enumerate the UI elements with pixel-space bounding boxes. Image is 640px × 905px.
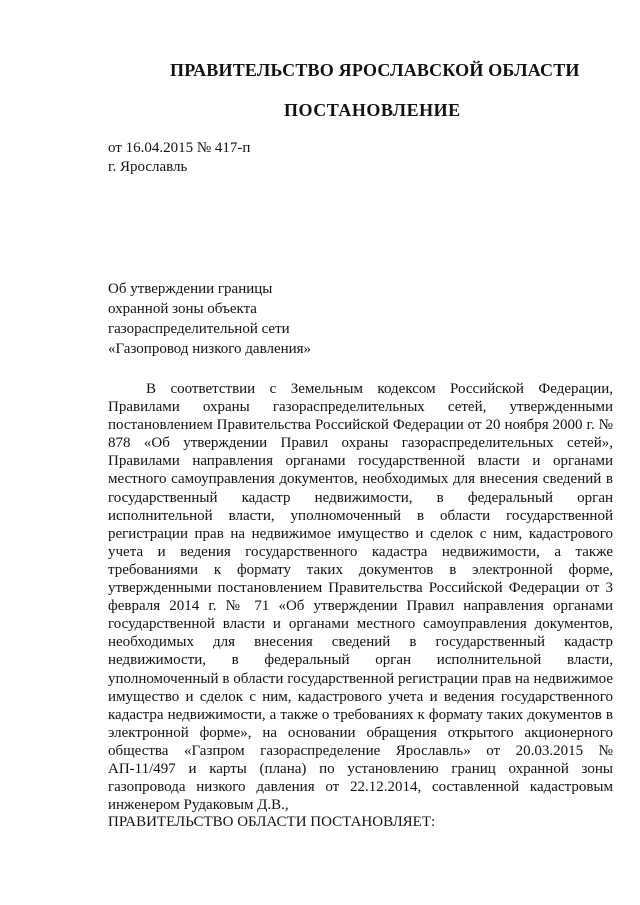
subject-line: охранной зоны объекта (108, 301, 257, 317)
date-number: от 16.04.2015 № 417-п (108, 140, 251, 156)
subject-line: Об утверждении границы (108, 281, 273, 297)
authority-title: ПРАВИТЕЛЬСТВО ЯРОСЛАВСКОЙ ОБЛАСТИ (170, 60, 580, 80)
subject-line: газораспределительной сети (108, 321, 290, 337)
document-type: ПОСТАНОВЛЕНИЕ (284, 100, 461, 120)
body-paragraph: В соответствии с Земельным кодексом Российской Федерации, Правилами охраны газораспределительных сетей, утвержденными постановлением Правительства Российской Федерации от 20 ноября 2000 г. № 878 «Об утверждении Правил охраны газораспределительных сетей», Правилами направления органами государственной власти и органами местного самоуправления документов, необходимых для внесения сведений в государственный кадастр недвижимости, в федеральный орган исполнительной власти, уполномоченный в области государственной регистрации прав на недвижимое имущество и сделок с ним, кадастрового учета и ведения государственного кадастра недвижимости, а также требованиями к формату таких документов в электронной форме, утвержденными постановлением Правительства Российской Федерации от 3 февраля 2014 г. № 71 «Об утверждении Правил направления органами государственной власти и органами местного самоуправления документов, необходимых для внесения сведений в государственный кадастр недвижимости, в федеральный орган исполнительной власти, уполномоченный в области государственной регистрации прав на недвижимое имущество и сделок с ним, кадастрового учета и ведения государственного кадастра недвижимости, а также о требованиях к формату таких документов в электронной форме», на основании обращения открытого акционерного общества «Газпром газораспределение Ярославль» от 20.03.2015 № АП-11/497 и карты (плана) по установлению границ охранной зоны газопровода низкого давления от 22.12.2014, составленной кадастровым инженером Рудаковым Д.В., (108, 381, 613, 814)
document-subject (108, 279, 311, 359)
subject-line: «Газопровод низкого давления» (108, 341, 312, 357)
document-meta (108, 139, 250, 177)
city: г. Ярославль (108, 159, 188, 175)
resolution-heading: ПРАВИТЕЛЬСТВО ОБЛАСТИ ПОСТАНОВЛЯЕТ: (108, 814, 436, 830)
